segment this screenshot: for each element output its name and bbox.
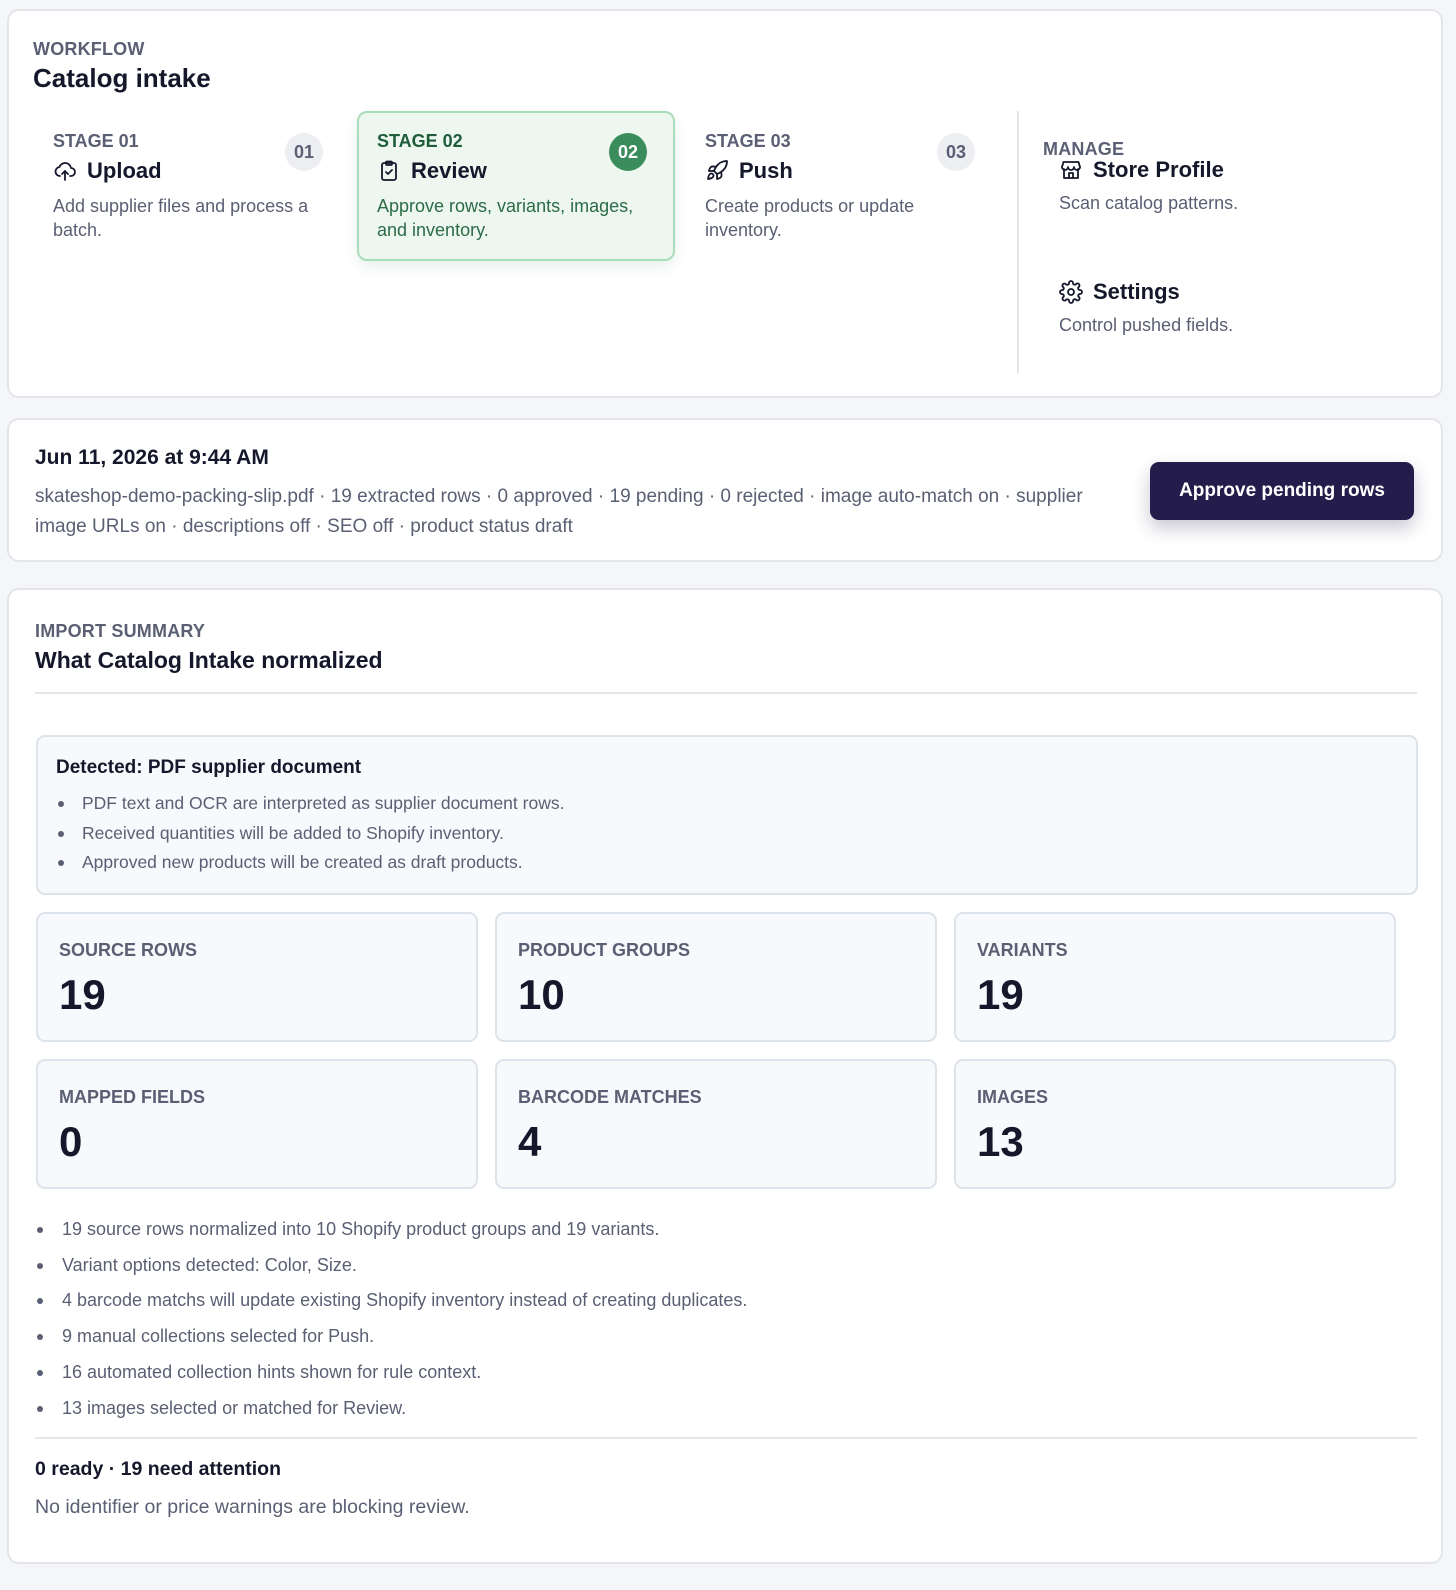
- stage-description: Create products or update inventory.: [705, 196, 915, 240]
- batch-date: Jun 11, 2026 at 9:44 AM: [35, 446, 269, 469]
- stat-label: MAPPED FIELDS: [59, 1087, 206, 1107]
- stage-name: Upload: [87, 158, 162, 183]
- stage-push[interactable]: [685, 111, 1003, 261]
- manage-item-description: Scan catalog patterns.: [1059, 193, 1239, 213]
- divider: [35, 692, 1417, 694]
- stat-images: [954, 1059, 1396, 1189]
- ready-status: 0 ready · 19 need attention: [35, 1458, 281, 1480]
- summary-title: What Catalog Intake normalized: [35, 647, 383, 673]
- stat-value: 0: [59, 1118, 83, 1165]
- stat-product-groups: [495, 912, 937, 1042]
- batch-card: [7, 418, 1443, 562]
- stage-number-badge: 01: [285, 133, 323, 171]
- stat-variants: [954, 912, 1396, 1042]
- list-item: 19 source rows normalized into 10 Shopify product groups and 19 variants.: [35, 1212, 1395, 1248]
- approve-pending-rows-button[interactable]: Approve pending rows: [1150, 462, 1414, 520]
- stat-value: 19: [59, 971, 106, 1018]
- stat-label: SOURCE ROWS: [59, 940, 198, 960]
- list-item: Variant options detected: Color, Size.: [35, 1248, 1395, 1284]
- stage-description: Add supplier files and process a batch.: [53, 196, 309, 240]
- detected-title: Detected: PDF supplier document: [56, 757, 362, 778]
- stage-number-badge: 03: [937, 133, 975, 171]
- list-item: PDF text and OCR are interpreted as supplier document rows.: [56, 789, 1398, 819]
- manage-item-name: Settings: [1093, 279, 1180, 304]
- divider: [35, 1437, 1417, 1439]
- stat-value: 4: [518, 1118, 542, 1165]
- list-item: 16 automated collection hints shown for rule context.: [35, 1355, 1395, 1391]
- detected-list: [56, 789, 1398, 878]
- stat-source-rows: [36, 912, 478, 1042]
- stat-label: IMAGES: [977, 1087, 1049, 1107]
- stage-description: Approve rows, variants, images, and inventory.: [377, 196, 634, 240]
- stat-value: 10: [518, 971, 565, 1018]
- list-item: 4 barcode matchs will update existing Shopify inventory instead of creating duplicates.: [35, 1283, 1395, 1319]
- gear-icon: [1059, 280, 1083, 304]
- stage-name: Review: [411, 158, 487, 183]
- stage-review[interactable]: [357, 111, 675, 261]
- cloud-upload-icon: [53, 159, 77, 183]
- stat-barcode-matches: [495, 1059, 937, 1189]
- list-item: Received quantities will be added to Shopify inventory.: [56, 819, 1398, 849]
- clipboard-check-icon: [377, 159, 401, 183]
- store-icon: [1059, 158, 1083, 182]
- stat-value: 19: [977, 971, 1024, 1018]
- ready-note: No identifier or price warnings are blocking review.: [35, 1496, 470, 1518]
- list-item: 9 manual collections selected for Push.: [35, 1319, 1395, 1355]
- stage-label: STAGE 02: [377, 131, 463, 151]
- workflow-eyebrow: WORKFLOW: [33, 39, 145, 59]
- manage-label: MANAGE: [1043, 139, 1125, 159]
- stage-upload[interactable]: [33, 111, 351, 261]
- stat-mapped-fields: [36, 1059, 478, 1189]
- stat-label: VARIANTS: [977, 940, 1068, 960]
- detected-document-panel: [36, 735, 1418, 895]
- stage-number-badge: 02: [609, 133, 647, 171]
- rocket-icon: [705, 159, 729, 183]
- stage-label: STAGE 01: [53, 131, 139, 151]
- workflow-title: Catalog intake: [33, 63, 211, 93]
- stage-label: STAGE 03: [705, 131, 791, 151]
- stat-value: 13: [977, 1118, 1024, 1165]
- import-summary-card: [7, 588, 1443, 1564]
- stat-label: PRODUCT GROUPS: [518, 940, 691, 960]
- stage-name: Push: [739, 158, 793, 183]
- list-item: 13 images selected or matched for Review.: [35, 1391, 1395, 1427]
- manage-item-name: Store Profile: [1093, 157, 1224, 182]
- manage-item-settings[interactable]: [1059, 279, 1399, 336]
- summary-eyebrow: IMPORT SUMMARY: [35, 621, 206, 641]
- manage-panel: [1017, 111, 1417, 373]
- list-item: Approved new products will be created as draft products.: [56, 848, 1398, 878]
- stat-label: BARCODE MATCHES: [518, 1087, 702, 1107]
- summary-notes-list: [35, 1212, 1395, 1426]
- workflow-card: [7, 9, 1443, 398]
- manage-item-description: Control pushed fields.: [1059, 315, 1234, 335]
- batch-meta: skateshop-demo-packing-slip.pdf · 19 extracted rows · 0 approved · 19 pending · 0 rejected · image auto-match on · supplier image URLs on · descriptions off · SEO off · product status draft: [35, 486, 1083, 537]
- manage-item-store-profile[interactable]: [1059, 157, 1399, 214]
